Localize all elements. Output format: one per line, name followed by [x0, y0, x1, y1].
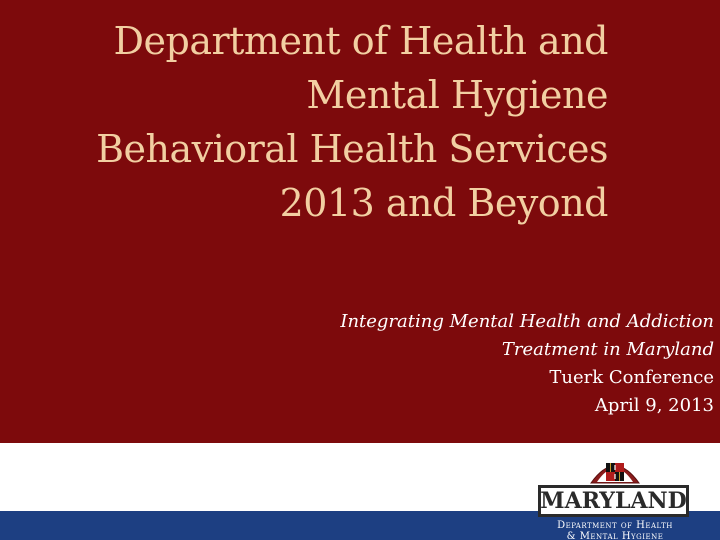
title-line: Mental Hygiene: [306, 73, 608, 117]
maryland-flag-shield-icon: [585, 445, 645, 487]
presentation-date: April 9, 2013: [594, 395, 714, 416]
dhmh-logo: [537, 443, 693, 540]
conference-name: Tuerk Conference: [549, 367, 714, 388]
maryland-wordmark: [538, 485, 689, 517]
logo-department-line: & Mental Hygiene: [566, 531, 664, 540]
subtitle-line: Treatment in Maryland: [501, 339, 714, 360]
slide-title: [8, 14, 608, 230]
title-line: Behavioral Health Services: [96, 127, 608, 171]
logo-department-line: Department of Health: [557, 520, 673, 531]
slide-subtitle: [154, 308, 714, 420]
subtitle-line: Integrating Mental Health and Addiction: [340, 311, 714, 332]
title-line: 2013 and Beyond: [279, 181, 608, 225]
maryland-wordmark-text: MARYLAND: [540, 488, 687, 514]
title-line: Department of Health and: [113, 19, 608, 63]
